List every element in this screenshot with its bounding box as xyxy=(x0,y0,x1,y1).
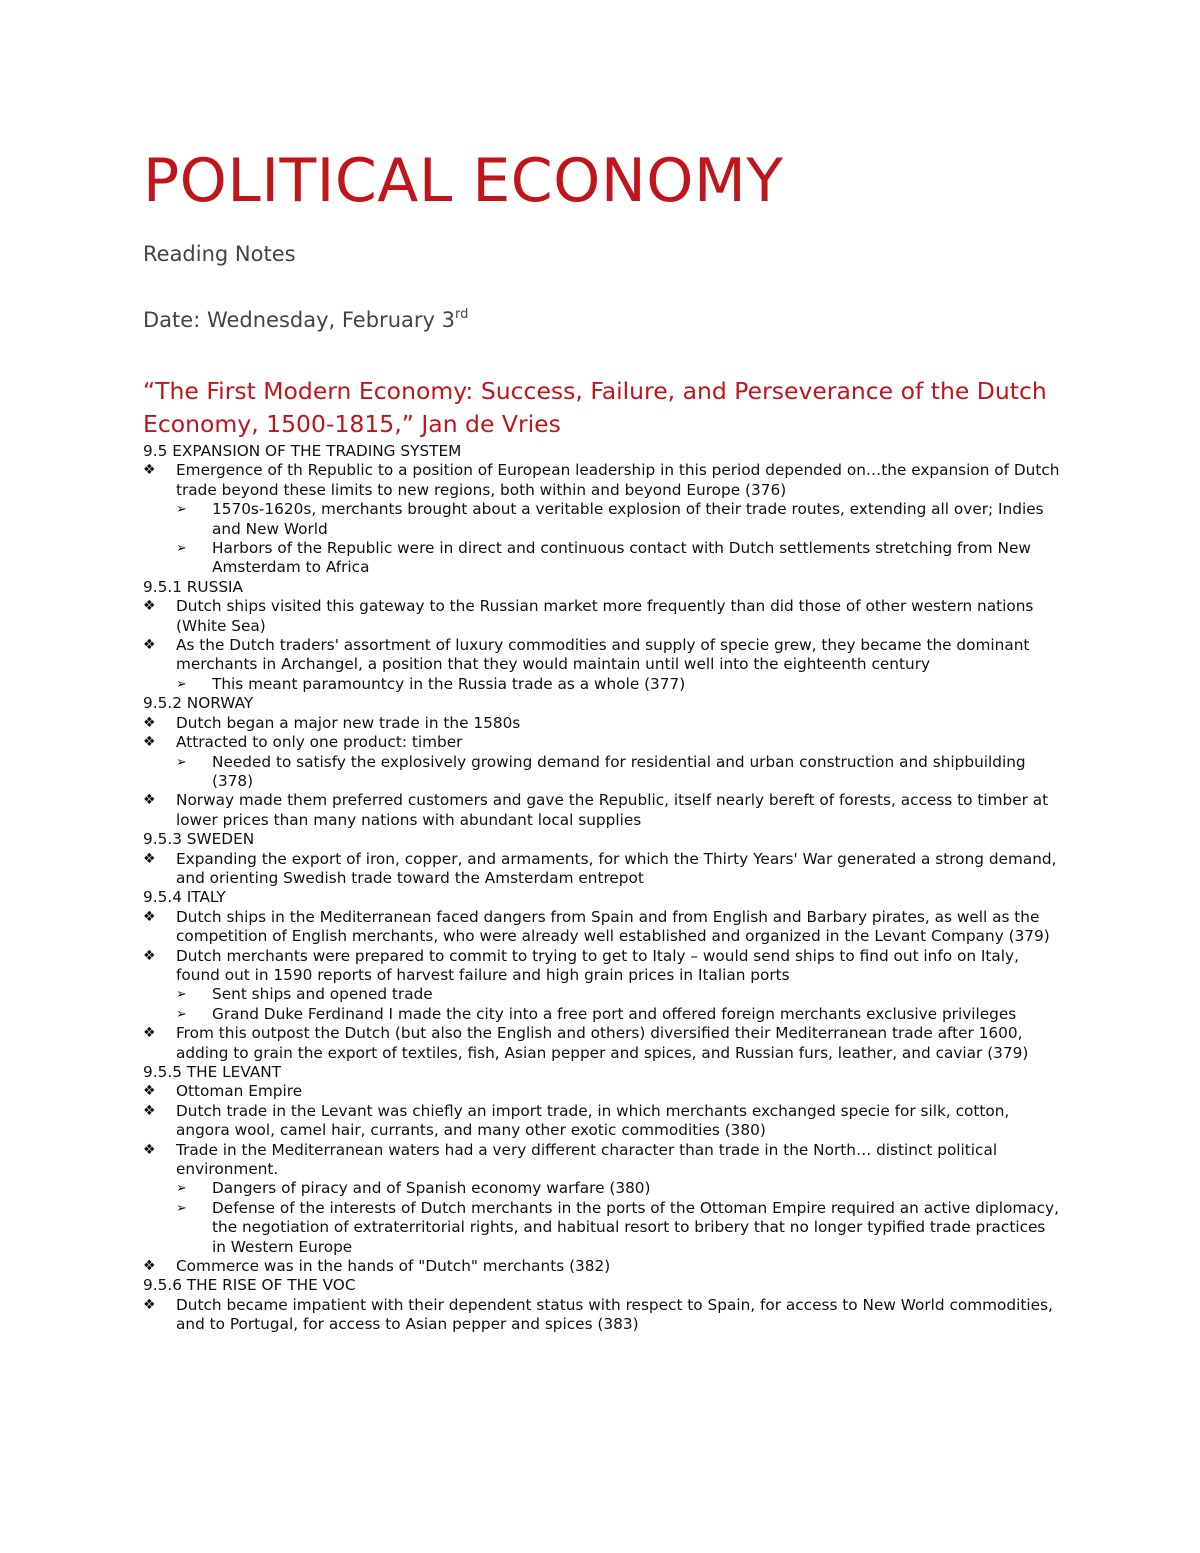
bullet-text: Expanding the export of iron, copper, and armaments, for which the Thirty Years' War generated a strong demand, and orienting Swedish trade toward the Amsterdam entrepot xyxy=(176,849,1057,887)
bullet-item xyxy=(143,1296,1063,1335)
section-heading: 9.5.1 RUSSIA xyxy=(143,577,244,596)
bullet-item xyxy=(143,1024,1063,1063)
bullet-text: Dutch trade in the Levant was chiefly an import trade, in which merchants exchanged specie for silk, cotton, angora wool, camel hair, currants, and many other exotic commodities (380) xyxy=(176,1101,1010,1140)
bullet-item xyxy=(143,461,1063,500)
diamond-bullet-icon: ❖ xyxy=(143,1102,156,1119)
reading-title: “The First Modern Economy: Success, Failure, and Perseverance of the Dutch Economy, 1500-1815,” Jan de Vries xyxy=(143,377,1047,438)
bullet-item xyxy=(143,1102,1063,1141)
date-line xyxy=(143,305,1063,335)
arrow-bullet-icon: ➢ xyxy=(176,541,187,557)
sub-bullet-item xyxy=(143,1179,1063,1198)
diamond-bullet-icon: ❖ xyxy=(143,947,156,964)
bullet-text: Dutch merchants were prepared to commit to trying to get to Italy – would send ships to find out info on Italy, found out in 1590 reports of harvest failure and high grain prices in Italian ports xyxy=(176,946,1019,984)
bullet-text: Ottoman Empire xyxy=(176,1082,303,1101)
bullet-item xyxy=(143,947,1063,986)
bullet-text: Emergence of th Republic to a position of European leadership in this period depended on…the expansion of Dutch trade beyond these limits to new regions, both within and beyond Europe (376) xyxy=(176,461,1060,499)
notes-list xyxy=(143,442,1063,1335)
bullet-text: Sent ships and opened trade xyxy=(212,985,433,1004)
section-heading: 9.5.5 THE LEVANT xyxy=(143,1063,282,1081)
bullet-text: Dutch ships visited this gateway to the Russian market more frequently than did those of other western nations (White Sea) xyxy=(176,597,1034,635)
bullet-item xyxy=(143,714,1063,733)
arrow-bullet-icon: ➢ xyxy=(176,502,187,518)
diamond-bullet-icon: ❖ xyxy=(143,1083,156,1100)
bullet-text: From this outpost the Dutch (but also the English and others) diversified their Mediterranean trade after 1600, adding to grain the export of textiles, fish, Asian pepper and spices, and Russian furs, leather, and caviar (379) xyxy=(176,1024,1029,1062)
bullet-text: Norway made them preferred customers and gave the Republic, itself nearly bereft of forests, access to timber at lower prices than many nations with abundant local supplies xyxy=(176,791,1049,829)
bullet-text: Defense of the interests of Dutch merchants in the ports of the Ottoman Empire required an active diplomacy, the negotiation of extraterritorial rights, and habitual resort to bribery that no longer typified trade practices in Western Europe xyxy=(212,1198,1059,1256)
diamond-bullet-icon: ❖ xyxy=(143,850,156,867)
bullet-text: Commerce was in the hands of "Dutch" merchants (382) xyxy=(176,1257,611,1276)
sub-bullet-item xyxy=(143,539,1063,578)
section-heading: 9.5.4 ITALY xyxy=(143,888,226,907)
diamond-bullet-icon: ❖ xyxy=(143,792,156,809)
sub-bullet-item xyxy=(143,1199,1063,1257)
bullet-text: Harbors of the Republic were in direct and continuous contact with Dutch settlements stretching from New Amsterdam to Africa xyxy=(212,539,1031,577)
bullet-item xyxy=(143,1141,1063,1180)
arrow-bullet-icon: ➢ xyxy=(176,1006,187,1022)
bullet-text: Trade in the Mediterranean waters had a very different character than trade in the North… distinct political environment. xyxy=(176,1140,998,1179)
section-heading: 9.5.2 NORWAY xyxy=(143,694,254,713)
diamond-bullet-icon: ❖ xyxy=(143,734,156,751)
date-ordinal-suffix: rd xyxy=(454,307,469,322)
diamond-bullet-icon: ❖ xyxy=(143,908,156,925)
diamond-bullet-icon: ❖ xyxy=(143,1025,156,1042)
diamond-bullet-icon: ❖ xyxy=(143,462,156,479)
bullet-text: Grand Duke Ferdinand I made the city into a free port and offered foreign merchants exclusive privileges xyxy=(212,1004,1017,1023)
bullet-item xyxy=(143,850,1063,889)
bullet-item xyxy=(143,908,1063,947)
sub-bullet-item xyxy=(143,500,1063,539)
bullet-text: This meant paramountcy in the Russia trade as a whole (377) xyxy=(212,674,686,693)
bullet-text: 1570s-1620s, merchants brought about a veritable explosion of their trade routes, extending all over; Indies and New World xyxy=(212,500,1044,538)
arrow-bullet-icon: ➢ xyxy=(176,1181,187,1197)
bullet-text: As the Dutch traders' assortment of luxury commodities and supply of specie grew, they became the dominant merchants in Archangel, a position that they would maintain until well into the eighteenth century xyxy=(176,636,1030,674)
document-page xyxy=(143,145,1063,1335)
page-subtitle: Reading Notes xyxy=(143,242,296,266)
sub-bullet-item xyxy=(143,1005,1063,1024)
diamond-bullet-icon: ❖ xyxy=(143,1258,156,1275)
bullet-text: Dangers of piracy and of Spanish economy warfare (380) xyxy=(212,1179,651,1198)
page-title: POLITICAL ECONOMY xyxy=(143,146,784,216)
arrow-bullet-icon: ➢ xyxy=(176,1200,187,1216)
sub-bullet-item xyxy=(143,753,1063,792)
bullet-text: Dutch became impatient with their dependent status with respect to Spain, for access to New World commodities, and to Portugal, for access to Asian pepper and spices (383) xyxy=(176,1295,1053,1334)
arrow-bullet-icon: ➢ xyxy=(176,987,187,1003)
arrow-bullet-icon: ➢ xyxy=(176,676,187,692)
sub-bullet-item xyxy=(143,675,1063,694)
arrow-bullet-icon: ➢ xyxy=(176,754,187,770)
bullet-text: Needed to satisfy the explosively growing demand for residential and urban construction and shipbuilding (378) xyxy=(212,752,1026,790)
section-heading: 9.5.6 THE RISE OF THE VOC xyxy=(143,1276,356,1295)
diamond-bullet-icon: ❖ xyxy=(143,637,156,654)
section-heading: 9.5.3 SWEDEN xyxy=(143,830,255,849)
diamond-bullet-icon: ❖ xyxy=(143,1296,156,1313)
bullet-text: Dutch ships in the Mediterranean faced dangers from Spain and from English and Barbary pirates, as well as the competition of English merchants, who were already well established and organized in the Levant Company (379) xyxy=(176,907,1050,946)
bullet-text: Dutch began a major new trade in the 1580s xyxy=(176,713,521,732)
bullet-item xyxy=(143,791,1063,830)
diamond-bullet-icon: ❖ xyxy=(143,1141,156,1158)
diamond-bullet-icon: ❖ xyxy=(143,598,156,615)
bullet-item xyxy=(143,1257,1063,1276)
bullet-item xyxy=(143,636,1063,675)
bullet-text: Attracted to only one product: timber xyxy=(176,733,463,752)
bullet-item xyxy=(143,1082,1063,1101)
date-text: Date: Wednesday, February 3 xyxy=(143,308,455,332)
section-heading: 9.5 EXPANSION OF THE TRADING SYSTEM xyxy=(143,442,462,460)
bullet-item xyxy=(143,733,1063,752)
diamond-bullet-icon: ❖ xyxy=(143,714,156,731)
sub-bullet-item xyxy=(143,985,1063,1004)
bullet-item xyxy=(143,597,1063,636)
